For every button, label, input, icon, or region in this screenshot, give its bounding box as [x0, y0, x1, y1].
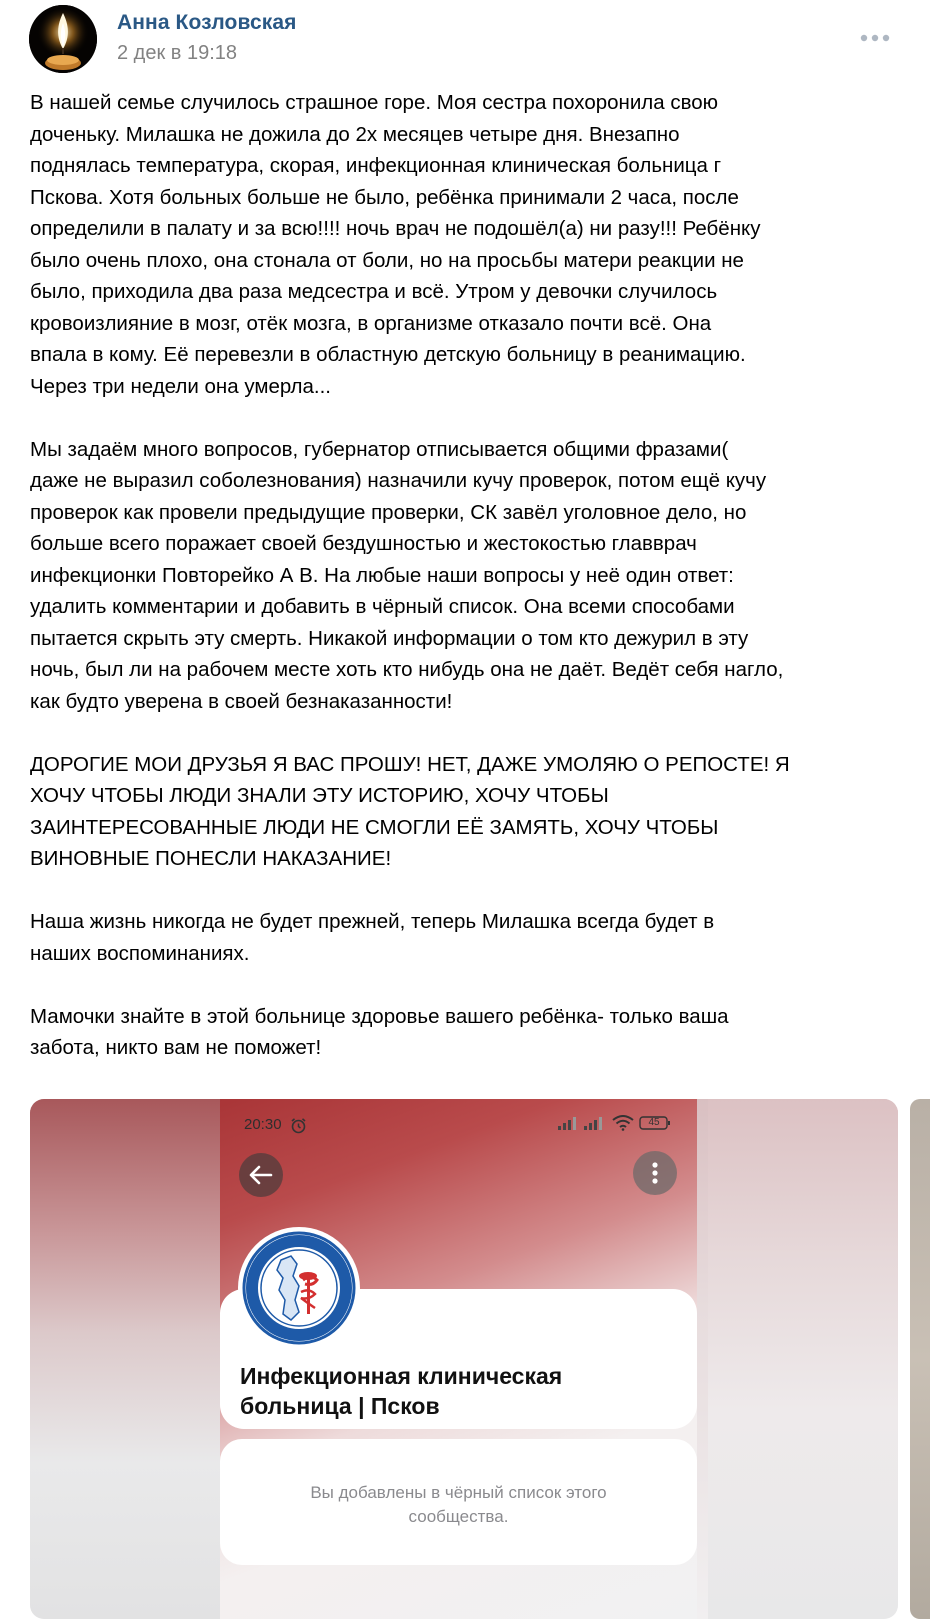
back-button: [239, 1153, 283, 1197]
author-name-link[interactable]: Анна Козловская: [117, 11, 297, 34]
next-photo-preview[interactable]: [910, 1099, 930, 1619]
post-text: [30, 87, 910, 1064]
blacklist-message: Вы добавлены в чёрный список этого сообщества.: [310, 1483, 607, 1526]
post-paragraph: Наша жизнь никогда не будет прежней, теперь Милашка всегда будет в наших воспоминаниях.: [30, 910, 715, 965]
battery-level: 45: [648, 1117, 660, 1128]
photo-blur-left: [30, 1099, 220, 1619]
author-avatar[interactable]: [29, 5, 97, 73]
vertical-dots-icon: [651, 1161, 659, 1185]
community-name: Инфекционная клиническая больница | Псков: [240, 1363, 563, 1419]
post-paragraph: ДОРОГИЕ МОИ ДРУЗЬЯ Я ВАС ПРОШУ! НЕТ, ДАЖЕ УМОЛЯЮ О РЕПОСТЕ! Я ХОЧУ ЧТОБЫ ЛЮДИ ЗНАЛИ ЭТУ ИСТОРИЮ, ХОЧУ ЧТОБЫ ЗАИНТЕРЕСОВАННЫЕ ЛЮДИ НЕ СМОГЛИ ЕЁ ЗАМЯТЬ, ХОЧУ ЧТОБЫ ВИНОВНЫЕ ПОНЕСЛИ НАКАЗАНИЕ!: [30, 752, 790, 870]
post-date[interactable]: 2 дек в 19:18: [117, 42, 238, 64]
cellular-signal-icon: [556, 1115, 616, 1131]
candle-avatar-icon: [29, 5, 97, 73]
arrow-left-icon: [249, 1165, 273, 1185]
photo-attachment[interactable]: [30, 1099, 898, 1619]
post-paragraph: Мы задаём много вопросов, губернатор отписывается общими фразами( даже не выразил соболезнования) назначили кучу проверок, потом ещё кучу проверок как провели предыдущие проверки, СК завёл уголовное дело, но больше всего поражает своей бездушностью и жестокостью главврач инфекционки Повторейко А В. На любые наши вопросы у неё один ответ: удалить комментарии и добавить в чёрный список. Она всеми способами пытается скрыть эту смерть. Никакой информации о том кто дежурил в эту ночь, был ли на рабочем месте хоть кто нибудь она не даёт. Ведёт себя нагло, как будто уверена в своей безнаказанности!: [30, 437, 784, 713]
phone-screenshot: [220, 1099, 697, 1619]
hospital-logo-icon: [238, 1227, 360, 1349]
more-dots-icon: [860, 34, 890, 42]
post-more-button[interactable]: [855, 20, 895, 56]
post-paragraph: Мамочки знайте в этой больнице здоровье вашего ребёнка- только ваша забота, никто вам не поможет!: [30, 1004, 729, 1059]
photo-blur-right: [708, 1099, 898, 1619]
status-time: 20:30: [244, 1116, 282, 1133]
alarm-clock-icon: [290, 1117, 307, 1134]
wifi-icon: [612, 1115, 634, 1131]
menu-button: [633, 1151, 677, 1195]
post-paragraph: В нашей семье случилось страшное горе. Моя сестра похоронила свою доченьку. Милашка не дожила до 2х месяцев четыре дня. Внезапно поднялась температура, скорая, инфекционная клиническая больница г Пскова. Хотя больных больше не было, ребёнка принимали 2 часа, после определили в палату и за всю!!!! ночь врач не подошёл(а) ни разу!!! Ребёнку было очень плохо, она стонала от боли, но на просьбы матери реакции не было, приходила два раза медсестра и всё. Утром у девочки случилось кровоизлияние в мозг, отёк мозга, в организме отказало почти всё. Она впала в кому. Её перевезли в областную детскую больницу в реанимацию. Через три недели она умерла...: [30, 91, 761, 398]
